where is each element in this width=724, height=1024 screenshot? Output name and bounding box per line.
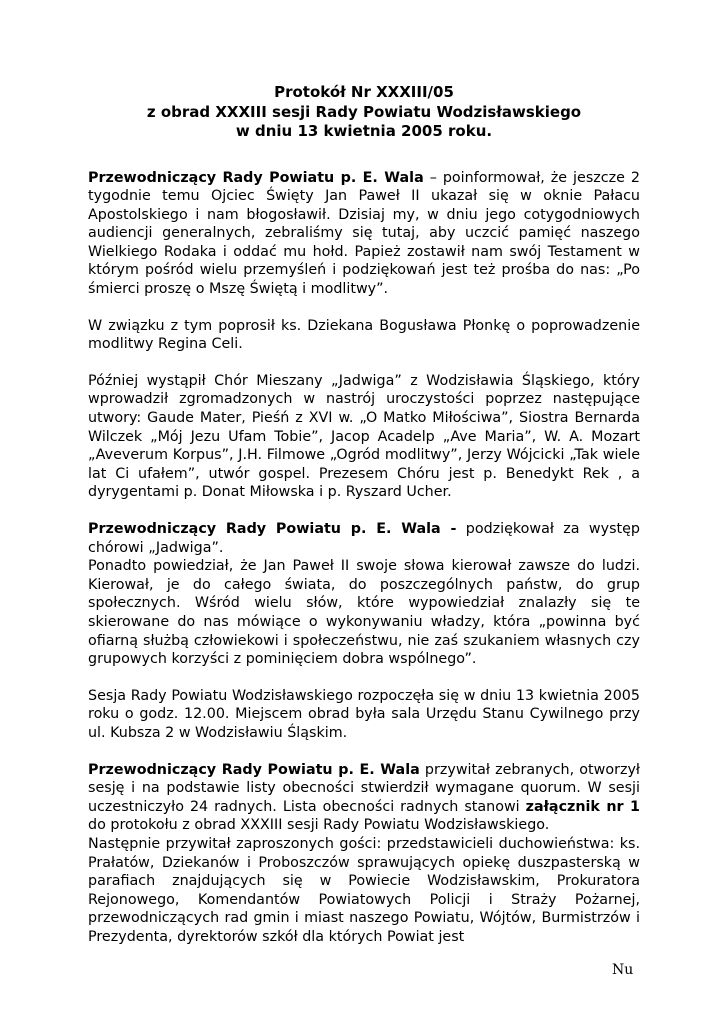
paragraph-7 [88, 761, 640, 835]
paragraph-6: Sesja Rady Powiatu Wodzisławskiego rozpoczęła się w dniu 13 kwietnia 2005 roku o godz. 12.00. Miejscem obrad była sala Urzędu Stanu Cywilnego przy ul. Kubsza 2 w Wodzisławiu Śląskim. [88, 687, 640, 741]
paragraph-text: – poinformował, że jeszcze 2 tygodnie temu Ojciec Święty Jan Paweł II ukazał się w oknie Pałacu Apostolskiego i nam błogosławił. Dzisiaj my, w dniu jego cotygodniowych audiencji generalnych, zebraliśmy się tutaj, aby uczcić pamięć naszego Wielkiego Rodaka i oddać mu hołd. Papież zostawił nam swój Testament w którym pośród wielu przemyśleń i podziękowań jest też prośba do nas: „Po śmierci proszę o Mszę Świętą i modlitwy”. [88, 169, 640, 298]
paragraph-text: podziękował za występ chórowi „Jadwiga”. [88, 521, 640, 556]
paragraph-text: do protokołu z obrad XXXIII sesji Rady Powiatu Wodzisławskiego. [88, 817, 550, 834]
paragraph-text: przywitał zebranych, otworzył sesję i na podstawie listy obecności stwierdził wymagane quorum. W sesji uczestniczyło 24 radnych. Lista obecności radnych stanowi [88, 761, 640, 815]
paragraph-8: Następnie przywitał zaproszonych gości: przedstawicieli duchowieństwa: ks. Prałatów, Dziekanów i Proboszczów sprawujących opiekę duszpasterską w parafiach znajdujących się w Powiecie Wodzisławskim, Prokuratora Rejonowego, Komendantów Powiatowych Policji i Straży Pożarnej, przewodniczących rad gmin i miast naszego Powiatu, Wójtów, Burmistrzów i Prezydenta, dyrektorów szkół dla których Powiat jest [88, 835, 640, 945]
document-page [88, 83, 640, 946]
document-header [88, 83, 640, 142]
protocol-number: Protokół Nr XXXIII/05 [274, 83, 454, 101]
paragraph-3: Później wystąpił Chór Mieszany „Jadwiga” z Wodzisławia Śląskiego, który wprowadził zgromadzonych w nastrój uroczystości poprzez następujące utwory: Gaude Mater, Pieśń z XVI w. „O Matko Miłościwa”, Siostra Bernarda Wilczek „Mój Jezu Ufam Tobie”, Jacop Acadelp „Ave Maria”, W. A. Mozart „Aveverum Korpus”, J.H. Filmowe „Ogród modlitwy”, Jerzy Wójcicki „Tak wiele lat Ci ufałem”, utwór gospel. Prezesem Chóru jest p. Benedykt Rek , a dyrygentami p. Donat Miłowska i p. Ryszard Ucher. [88, 372, 640, 501]
page-footer: Nu [612, 962, 634, 978]
speaker-name: Przewodniczący Rady Powiatu p. E. Wala - [88, 521, 457, 537]
attachment-reference: załącznik nr 1 [525, 798, 640, 815]
session-title: z obrad XXXIII sesji Rady Powiatu Wodzisławskiego [146, 102, 582, 121]
paragraph-4 [88, 520, 640, 557]
paragraph-5: Ponadto powiedział, że Jan Paweł II swoje słowa kierował zawsze do ludzi. Kierował, je do całego świata, do poszczególnych państw, do grup społecznych. Wśród wielu słów, które wypowiedział znalazły się te skierowane do nas mówiące o wykonywaniu władzy, która „powinna być ofiarną służbą człowiekowi i społeczeństwu, nie zaś szukaniem własnych czy grupowych korzyści z pominięciem dobra wspólnego”. [88, 558, 640, 668]
paragraph-1 [88, 169, 640, 299]
session-date: w dniu 13 kwietnia 2005 roku. [235, 122, 493, 140]
speaker-name: Przewodniczący Rady Powiatu p. E. Wala [88, 761, 420, 778]
speaker-name: Przewodniczący Rady Powiatu p. E. Wala [88, 169, 424, 186]
paragraph-2: W związku z tym poprosił ks. Dziekana Bogusława Płonkę o poprowadzenie modlitwy Regina Celi. [88, 317, 640, 353]
